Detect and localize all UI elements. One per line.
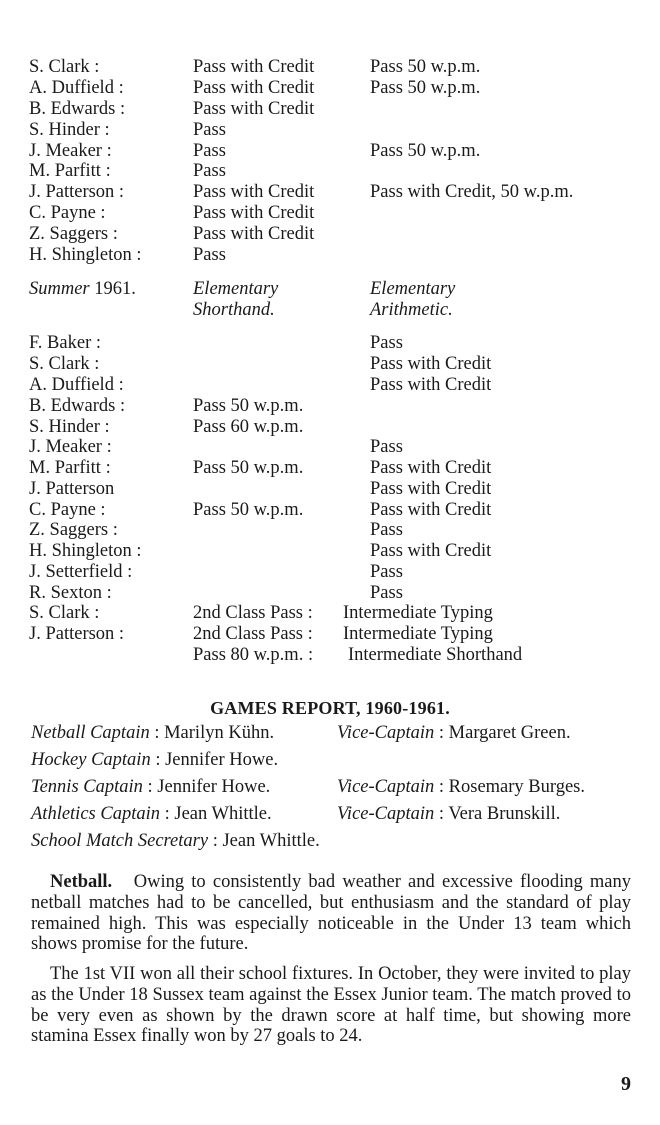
- captain-name: Jean Whittle.: [222, 831, 320, 851]
- table-row: [0, 333, 660, 354]
- captain-line-netball: Netball Captain : Marilyn Kühn. Vice-Captain : Margaret Green.: [31, 723, 571, 743]
- netball-paragraph-1: [31, 859, 631, 955]
- table-row: [0, 354, 660, 375]
- table-row: [0, 78, 660, 99]
- table-row: [0, 437, 660, 458]
- table-row: [0, 224, 660, 245]
- intermediate-result: 2nd Class Pass :: [193, 624, 313, 644]
- student-name: H. Shingleton :: [29, 245, 142, 265]
- student-name: H. Shingleton :: [29, 541, 142, 561]
- student-name: J. Patterson :: [29, 182, 125, 202]
- student-name: S. Hinder :: [29, 120, 110, 140]
- arithmetic-result: Pass: [370, 562, 403, 582]
- shorthand-result: Pass 50 w.p.m.: [193, 458, 304, 478]
- student-name: S. Clark :: [29, 354, 100, 374]
- student-name: F. Baker :: [29, 333, 101, 353]
- vice-captain: Vice-Captain : Rosemary Burges.: [337, 777, 586, 797]
- arithmetic-header-line2: Arithmetic.: [370, 300, 453, 320]
- student-name: C. Payne :: [29, 500, 106, 520]
- intermediate-row: [0, 624, 660, 645]
- arithmetic-result: Pass with Credit: [370, 541, 492, 561]
- table-row: [0, 99, 660, 120]
- arithmetic-result: Pass: [370, 520, 403, 540]
- result-col2: Pass: [193, 245, 226, 265]
- shorthand-result: Pass 60 w.p.m.: [193, 417, 304, 437]
- table-row: [0, 182, 660, 203]
- table-row: [0, 479, 660, 500]
- table-row: [0, 583, 660, 604]
- student-name: B. Edwards :: [29, 99, 126, 119]
- student-name: M. Parfitt :: [29, 161, 111, 181]
- student-name: Z. Saggers :: [29, 224, 118, 244]
- captain-name: Marilyn Kühn.: [164, 723, 275, 743]
- result-col2: Pass with Credit: [193, 78, 315, 98]
- result-col2: Pass with Credit: [193, 99, 315, 119]
- arithmetic-result: Pass with Credit: [370, 458, 492, 478]
- table-row: [0, 458, 660, 479]
- result-col3: Pass 50 w.p.m.: [370, 141, 481, 161]
- term-label: Summer 1961.: [29, 279, 136, 299]
- role-label: Hockey Captain: [31, 750, 151, 770]
- student-name: J. Setterfield :: [29, 562, 133, 582]
- student-name: J. Patterson: [29, 479, 115, 499]
- table-row: [0, 375, 660, 396]
- arithmetic-result: Pass: [370, 437, 403, 457]
- arithmetic-result: Pass with Credit: [370, 500, 492, 520]
- table-row: [0, 120, 660, 141]
- intermediate-row: [0, 645, 660, 666]
- student-name: S. Clark :: [29, 57, 100, 77]
- vice-captain: Vice-Captain : Vera Brunskill.: [337, 804, 561, 824]
- shorthand-result: Pass 50 w.p.m.: [193, 396, 304, 416]
- arithmetic-header: Elementary: [370, 279, 456, 299]
- student-name: B. Edwards :: [29, 396, 126, 416]
- intermediate-result: 2nd Class Pass :: [193, 603, 313, 623]
- student-name: S. Hinder :: [29, 417, 110, 437]
- student-name: Z. Saggers :: [29, 520, 118, 540]
- arithmetic-result: Pass with Credit: [370, 354, 492, 374]
- captain-name: Jean Whittle.: [174, 804, 272, 824]
- netball-text: Owing to consistently bad weather and excessive flooding many netball matches had to be cancelled, but enthusiasm and the standard of play remained high. This was especially noticeable in the Under 13 team which shows promise for the future.: [31, 872, 631, 955]
- result-col2: Pass: [193, 141, 226, 161]
- arithmetic-result: Pass: [370, 583, 403, 603]
- shorthand-header-line2: Shorthand.: [193, 300, 275, 320]
- table-row: [0, 541, 660, 562]
- table-row: [0, 562, 660, 583]
- student-name: J. Patterson :: [29, 624, 125, 644]
- captain-name: Jennifer Howe.: [157, 777, 271, 797]
- result-col2: Pass: [193, 161, 226, 181]
- intermediate-row: [0, 603, 660, 624]
- result-col2: Pass with Credit: [193, 203, 315, 223]
- table-row: [0, 141, 660, 162]
- student-name: C. Payne :: [29, 203, 106, 223]
- table-row: [0, 396, 660, 417]
- result-col2: Pass: [193, 120, 226, 140]
- student-name: A. Duffield :: [29, 375, 124, 395]
- student-name: M. Parfitt :: [29, 458, 111, 478]
- shorthand-header: Elementary: [193, 279, 279, 299]
- arithmetic-result: Pass with Credit: [370, 479, 492, 499]
- role-label: School Match Secretary: [31, 831, 209, 851]
- student-name: J. Meaker :: [29, 141, 112, 161]
- captain-line-tennis: Tennis Captain : Jennifer Howe. Vice-Captain : Rosemary Burges.: [31, 777, 586, 797]
- table-row: [0, 520, 660, 541]
- shorthand-result: Pass 50 w.p.m.: [193, 500, 304, 520]
- table-row: [0, 161, 660, 182]
- result-col2: Pass with Credit: [193, 224, 315, 244]
- table-row: [0, 57, 660, 78]
- result-col2: Pass with Credit: [193, 182, 315, 202]
- table-row: [0, 203, 660, 224]
- table-row: [0, 500, 660, 521]
- intermediate-subject: Intermediate Typing: [343, 603, 493, 623]
- captain-line-athletics: Athletics Captain : Jean Whittle. Vice-Captain : Vera Brunskill.: [31, 804, 561, 824]
- intermediate-result: Pass 80 w.p.m. :: [193, 645, 314, 665]
- vice-captain: Vice-Captain : Margaret Green.: [337, 723, 571, 743]
- table-row: [0, 245, 660, 266]
- result-col3: Pass 50 w.p.m.: [370, 78, 481, 98]
- student-name: S. Clark :: [29, 603, 100, 623]
- captain-line-hockey: Hockey Captain : Jennifer Howe.: [31, 750, 279, 770]
- arithmetic-result: Pass with Credit: [370, 375, 492, 395]
- intermediate-subject: Intermediate Typing: [343, 624, 493, 644]
- intermediate-subject: Intermediate Shorthand: [348, 645, 523, 665]
- result-col3: Pass 50 w.p.m.: [370, 57, 481, 77]
- page-number: 9: [621, 1073, 631, 1095]
- captain-line-match-secretary: School Match Secretary : Jean Whittle.: [31, 831, 320, 851]
- student-name: A. Duffield :: [29, 78, 124, 98]
- table-header-row: [0, 279, 660, 300]
- role-label: Tennis Captain: [31, 777, 143, 797]
- netball-paragraph-2: The 1st VII won all their school fixtures. In October, they were invited to play as the Under 18 Sussex team against the Essex Junior team. The match proved to be very even as shown by the drawn score at half time, but showing more stamina Essex finally won by 27 goals to 24.: [31, 964, 631, 1047]
- games-report-title: GAMES REPORT, 1960-1961.: [210, 698, 450, 718]
- table-header-row: [0, 300, 660, 321]
- table-row: [0, 417, 660, 438]
- result-col2: Pass with Credit: [193, 57, 315, 77]
- captain-name: Jennifer Howe.: [165, 750, 279, 770]
- result-col3: Pass with Credit, 50 w.p.m.: [370, 182, 574, 202]
- netball-heading: Netball.: [50, 872, 113, 892]
- student-name: R. Sexton :: [29, 583, 112, 603]
- student-name: J. Meaker :: [29, 437, 112, 457]
- role-label: Netball Captain: [31, 723, 150, 743]
- arithmetic-result: Pass: [370, 333, 403, 353]
- role-label: Athletics Captain: [31, 804, 160, 824]
